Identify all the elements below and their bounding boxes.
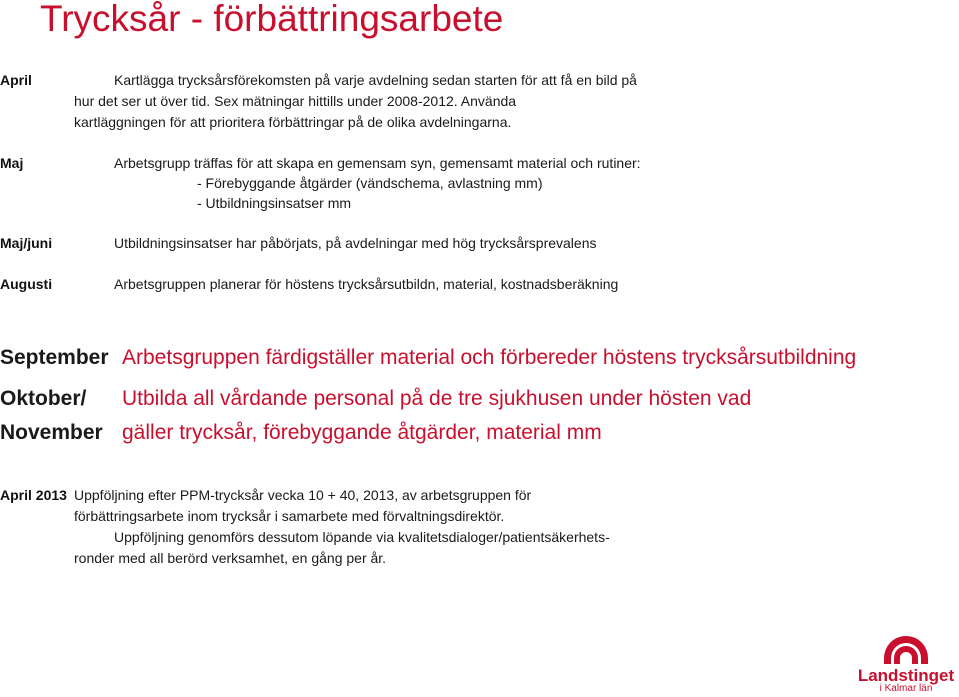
row-label-april-2013: April 2013 bbox=[0, 487, 67, 503]
april2013-text-line-1: Uppföljning efter PPM-trycksår vecka 10 + 40, 2013, av arbetsgruppen för bbox=[74, 487, 532, 503]
maj-text-line-1: Arbetsgrupp träffas för att skapa en gemensam syn, gemensamt material och rutiner: bbox=[114, 155, 641, 171]
row-label-april: April bbox=[0, 72, 32, 88]
row-label-oktober: Oktober/ bbox=[0, 387, 87, 410]
april2013-text-line-2: förbättringsarbete inom trycksår i samarbete med förvaltningsdirektör. bbox=[74, 508, 505, 524]
april-text-line-3: kartläggningen för att prioritera förbättringar på de olika avdelningarna. bbox=[74, 114, 512, 130]
oktober-text-line-1: Utbilda all vårdande personal på de tre sjukhusen under hösten vad bbox=[122, 387, 752, 410]
augusti-text: Arbetsgruppen planerar för höstens trycksårsutbildn, material, kostnadsberäkning bbox=[114, 276, 619, 292]
april2013-text-line-3: Uppföljning genomförs dessutom löpande via kvalitetsdialoger/patientsäkerhets- bbox=[114, 529, 610, 545]
september-text: Arbetsgruppen färdigställer material och förbereder höstens trycksårsutbildning bbox=[122, 346, 857, 369]
maj-sub-item-1: - Förebyggande åtgärder (vändschema, avlastning mm) bbox=[197, 175, 543, 191]
logo-sub: i Kalmar län bbox=[879, 683, 933, 692]
page-title: Trycksår - förbättringsarbete bbox=[40, 0, 504, 39]
row-label-maj: Maj bbox=[0, 155, 24, 171]
landstinget-emblem-icon bbox=[858, 636, 954, 692]
row-label-majjuni: Maj/juni bbox=[0, 235, 53, 251]
landstinget-logo bbox=[858, 636, 954, 692]
april-text-line-2: hur det ser ut över tid. Sex mätningar hittills under 2008-2012. Använda bbox=[74, 93, 517, 109]
maj-sub-item-2: - Utbildningsinsatser mm bbox=[197, 195, 352, 211]
april-text-line-1: Kartlägga trycksårsförekomsten på varje avdelning sedan starten för att få en bild på bbox=[114, 72, 637, 88]
logo-name: Landstinget bbox=[858, 666, 954, 685]
row-label-september: September bbox=[0, 346, 109, 369]
row-label-augusti: Augusti bbox=[0, 276, 53, 292]
row-label-november: November bbox=[0, 421, 103, 444]
oktober-text-line-2: gäller trycksår, förebyggande åtgärder, material mm bbox=[122, 421, 602, 444]
april2013-text-line-4: ronder med all berörd verksamhet, en gång per år. bbox=[74, 550, 387, 566]
majjuni-text: Utbildningsinsatser har påbörjats, på avdelningar med hög trycksårsprevalens bbox=[114, 235, 597, 251]
